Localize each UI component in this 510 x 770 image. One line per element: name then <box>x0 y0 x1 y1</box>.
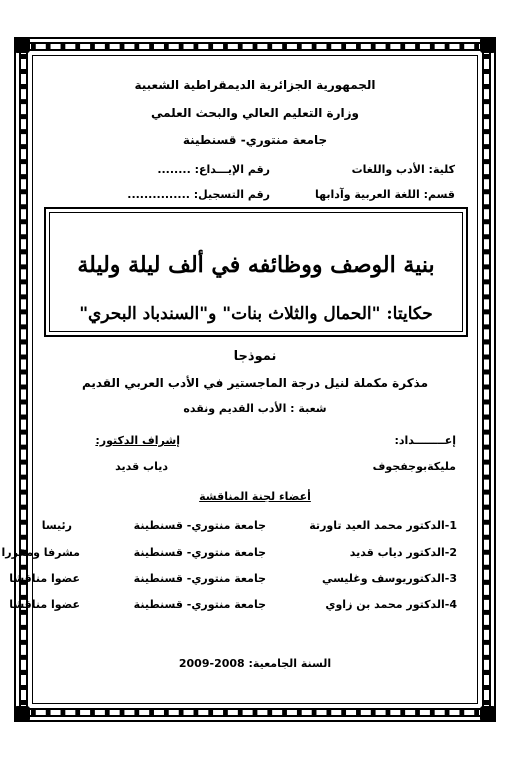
committee-member-name: 1-الدكتور محمد العيد تاورتة <box>309 519 457 532</box>
committee-member-role: رئيسا <box>41 519 72 532</box>
thesis-description: مذكرة مكملة لنيل درجة الماجستير في الأدب العربي القديم <box>81 376 429 390</box>
committee-member-role: عضوا مناقشا <box>9 598 80 611</box>
prepared-by-label: إعــــــــداد: <box>394 434 456 447</box>
committee-member-university: جامعة منتوري- قسنطينة <box>133 519 266 532</box>
committee-member-role: مشرفا ومقررا <box>1 546 80 559</box>
academic-year: السنة الجامعية: 2008-2009 <box>178 657 332 670</box>
committee-member-university: جامعة منتوري- قسنطينة <box>133 546 266 559</box>
thesis-branch: شعبة : الأدب القديم ونقده <box>183 402 327 415</box>
model-label: نموذجا <box>233 349 277 364</box>
committee-member-university: جامعة منتوري- قسنطينة <box>133 572 266 585</box>
committee-heading: أعضاء لجنة المناقشة <box>199 490 311 503</box>
committee-member-name: 3-الدكتوريوسف وغليسي <box>321 572 457 585</box>
supervisor-label: إشراف الدكتور: <box>95 434 180 447</box>
registration-number: رقم التسجيل: ............... <box>127 188 270 201</box>
deposit-number: رقم الإيـــداع: ........ <box>157 163 270 176</box>
committee-member-name: 4-الدكتور محمد بن زاوي <box>325 598 457 611</box>
thesis-subtitle: حكايتا: "الحمال والثلاث بنات" و"السندباد البحري" <box>79 304 433 324</box>
supervisor-name: دياب قديد <box>115 460 168 473</box>
committee-member-name: 2-الدكتور دياب قديد <box>349 546 457 559</box>
ministry-name: وزارة التعليم العالي والبحث العلمي <box>150 106 360 120</box>
committee-member-role: عضوا مناقشا <box>9 572 80 585</box>
department-label: قسم: اللغة العربية وآدابها <box>315 188 455 201</box>
prepared-by-name: مليكةبوجفجوف <box>372 460 456 473</box>
thesis-title: بنية الوصف ووظائفه في ألف ليلة وليلة <box>77 252 435 278</box>
republic-name: الجمهورية الجزائرية الديمقراطية الشعبية <box>134 78 376 92</box>
committee-member-university: جامعة منتوري- قسنطينة <box>133 598 266 611</box>
faculty-label: كلية: الأدب واللغات <box>351 163 455 176</box>
university-name: جامعة منتوري- قسنطينة <box>182 133 328 147</box>
